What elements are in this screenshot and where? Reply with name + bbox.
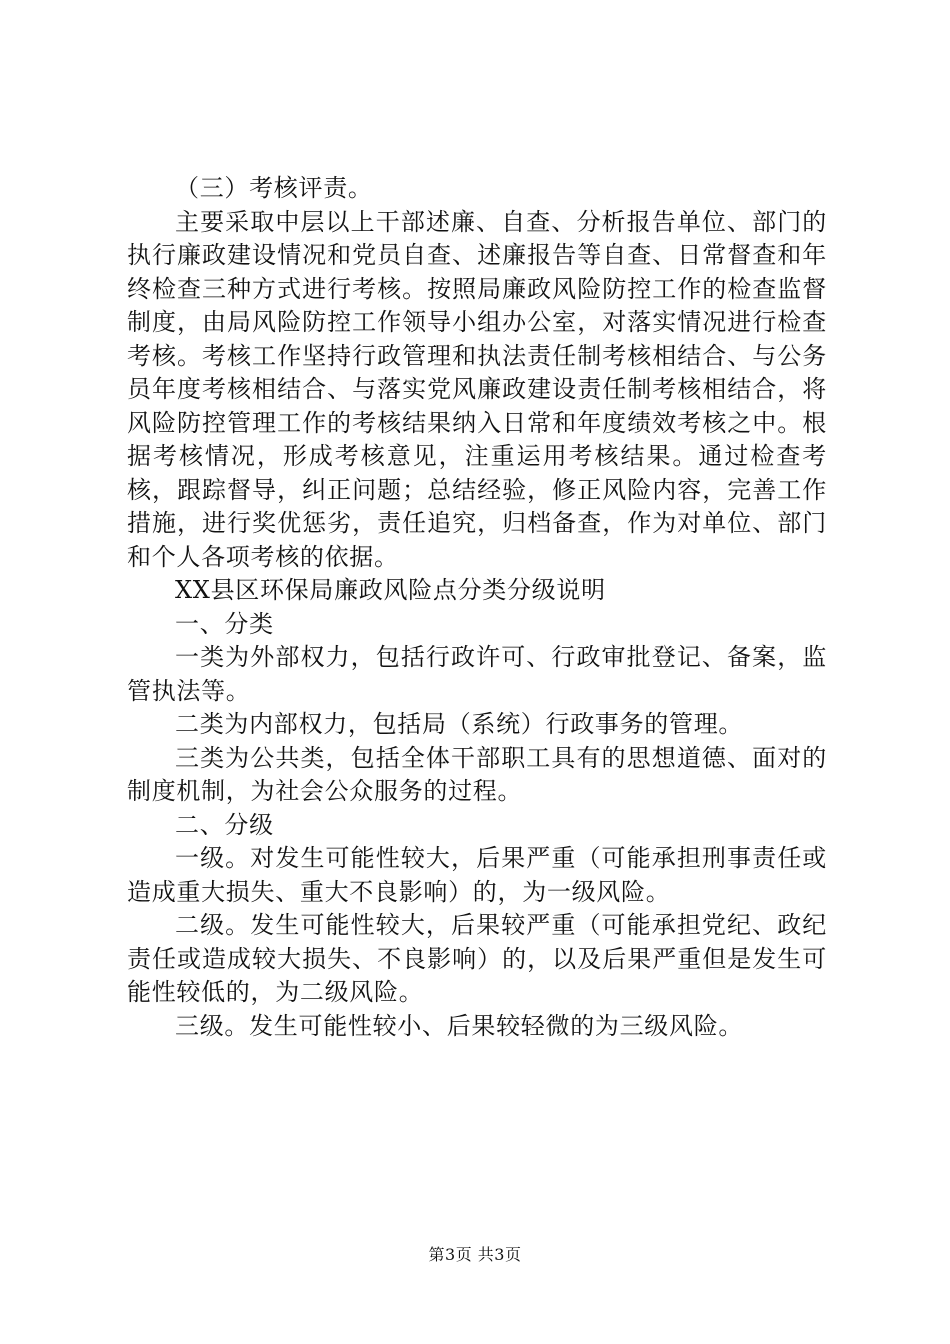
classification-item-1: 一类为外部权力，包括行政许可、行政审批登记、备案，监管执法等。 [127,643,827,705]
classification-item-3: 三类为公共类，包括全体干部职工具有的思想道德、面对的制度机制，为社会公众服务的过程。 [127,743,827,805]
grading-item-1: 一级。对发生可能性较大，后果严重（可能承担刑事责任或造成重大损失、重大不良影响）的，为一级风险。 [127,844,827,906]
section-heading-assessment: （三）考核评责。 [175,174,373,202]
assessment-paragraph: 主要采取中层以上干部述廉、自查、分析报告单位、部门的执行廉政建设情况和党员自查、述廉报告等自查、日常督查和年终检查三种方式进行考核。按照局廉政风险防控工作的检查监督制度，由局风险防控工作领导小组办公室，对落实情况进行检查考核。考核工作坚持行政管理和执法责任制考核相结合、与公务员年度考核相结合、与落实党风廉政建设责任制考核相结合，将风险防控管理工作的考核结果纳入日常和年度绩效考核之中。根据考核情况，形成考核意见，注重运用考核结果。通过检查考核，跟踪督导，纠正问题；总结经验，修正风险内容，完善工作措施，进行奖优惩劣，责任追究，归档备查，作为对单位、部门和个人各项考核的依据。 [127,207,827,571]
page-footer [0,1242,950,1265]
page-indicator: 第3页 共3页 [428,1245,522,1264]
grading-item-2: 二级。发生可能性较大，后果较严重（可能承担党纪、政纪责任或造成较大损失、不良影响）的，以及后果严重但是发生可能性较低的，为二级风险。 [127,911,827,1006]
document-body [127,172,827,1043]
section-heading-classification: 一、分类 [175,609,274,638]
section-heading-grading: 二、分级 [175,810,274,839]
grading-item-3: 三级。发生可能性较小、后果较轻微的为三级风险。 [175,1011,744,1040]
document-subtitle: XX县区环保局廉政风险点分类分级说明 [175,576,606,604]
classification-item-2: 二类为内部权力，包括局（系统）行政事务的管理。 [175,710,744,738]
